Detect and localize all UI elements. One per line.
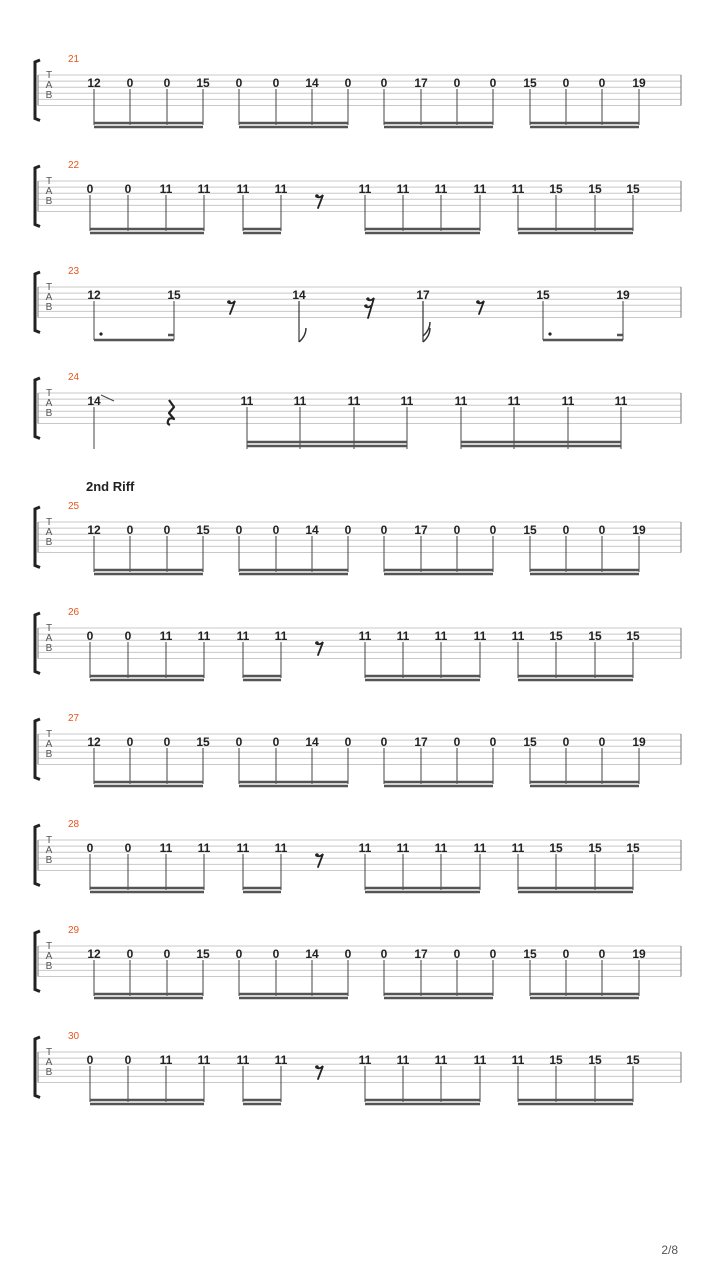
- tab-clef-letter: T: [45, 941, 53, 952]
- fret-number: 11: [434, 841, 448, 855]
- fret-number: 0: [344, 523, 352, 537]
- fret-number: 11: [274, 182, 288, 196]
- fret-number: 11: [511, 182, 525, 196]
- tab-clef-letter: A: [45, 951, 53, 962]
- fret-number: 0: [126, 523, 134, 537]
- fret-number: 0: [453, 947, 461, 961]
- fret-number: 0: [86, 629, 94, 643]
- fret-number: 0: [272, 947, 280, 961]
- fret-number: 0: [344, 76, 352, 90]
- fret-number: 11: [396, 841, 410, 855]
- measure-number: 21: [68, 54, 80, 65]
- fret-number: 15: [523, 735, 537, 749]
- fret-number: 11: [197, 1053, 211, 1067]
- measure-number: 24: [68, 372, 80, 383]
- fret-number: 15: [588, 1053, 602, 1067]
- fret-number: 0: [489, 76, 497, 90]
- fret-number: 11: [293, 394, 307, 408]
- fret-number: 0: [380, 735, 388, 749]
- fret-number: 14: [292, 288, 306, 302]
- tab-system-measure-25: [35, 501, 681, 574]
- fret-number: 11: [159, 629, 173, 643]
- rest-dot: [315, 194, 319, 198]
- fret-number: 15: [196, 76, 210, 90]
- fret-number: 0: [562, 523, 570, 537]
- fret-number: 11: [614, 394, 628, 408]
- fret-number: 14: [305, 76, 319, 90]
- note-flag: [299, 328, 306, 342]
- measure-number: 28: [68, 819, 80, 830]
- fret-number: 12: [87, 947, 101, 961]
- fret-number: 11: [197, 629, 211, 643]
- measure-number: 30: [68, 1031, 80, 1042]
- fret-number: 0: [235, 76, 243, 90]
- slide-mark: [101, 395, 114, 401]
- fret-number: 11: [400, 394, 414, 408]
- tab-system-measure-26: [35, 607, 681, 680]
- fret-number: 15: [626, 629, 640, 643]
- tab-clef-letter: A: [45, 80, 53, 91]
- fret-number: 11: [473, 182, 487, 196]
- fret-number: 11: [511, 1053, 525, 1067]
- tab-clef-letter: A: [45, 398, 53, 409]
- fret-number: 11: [511, 841, 525, 855]
- fret-number: 15: [588, 841, 602, 855]
- fret-number: 0: [598, 76, 606, 90]
- fret-number: 12: [87, 76, 101, 90]
- fret-number: 11: [561, 394, 575, 408]
- tab-clef-letter: T: [45, 729, 53, 740]
- fret-number: 0: [272, 76, 280, 90]
- fret-number: 0: [598, 735, 606, 749]
- fret-number: 0: [380, 76, 388, 90]
- fret-number: 11: [358, 841, 372, 855]
- rest-dot: [315, 641, 319, 645]
- fret-number: 15: [626, 182, 640, 196]
- fret-number: 15: [549, 629, 563, 643]
- fret-number: 15: [523, 523, 537, 537]
- tab-clef-letter: B: [45, 302, 53, 313]
- fret-number: 11: [240, 394, 254, 408]
- fret-number: 19: [632, 523, 646, 537]
- fret-number: 17: [416, 288, 430, 302]
- tab-clef-letter: T: [45, 835, 53, 846]
- fret-number: 0: [126, 735, 134, 749]
- tab-system-measure-30: [35, 1031, 681, 1104]
- fret-number: 0: [124, 182, 132, 196]
- tab-clef-letter: B: [45, 537, 53, 548]
- fret-number: 15: [588, 629, 602, 643]
- fret-number: 11: [236, 1053, 250, 1067]
- tab-clef-letter: T: [45, 70, 53, 81]
- tab-clef-letter: A: [45, 633, 53, 644]
- augmentation-dot: [548, 332, 551, 335]
- fret-number: 11: [434, 182, 448, 196]
- rest-dot: [366, 297, 369, 300]
- fret-number: 11: [434, 1053, 448, 1067]
- tab-clef-letter: A: [45, 292, 53, 303]
- tab-clef-letter: B: [45, 408, 53, 419]
- fret-number: 11: [197, 841, 211, 855]
- fret-number: 15: [196, 947, 210, 961]
- tab-clef-letter: A: [45, 527, 53, 538]
- fret-number: 14: [305, 947, 319, 961]
- fret-number: 0: [235, 735, 243, 749]
- fret-number: 0: [124, 629, 132, 643]
- tab-clef-letter: B: [45, 1067, 53, 1078]
- fret-number: 12: [87, 523, 101, 537]
- fret-number: 0: [489, 947, 497, 961]
- fret-number: 19: [632, 76, 646, 90]
- fret-number: 15: [549, 841, 563, 855]
- fret-number: 0: [380, 947, 388, 961]
- fret-number: 17: [414, 523, 428, 537]
- tab-clef-letter: B: [45, 855, 53, 866]
- measure-number: 26: [68, 607, 80, 618]
- fret-number: 12: [87, 288, 101, 302]
- fret-number: 14: [87, 394, 101, 408]
- tab-clef-letter: B: [45, 643, 53, 654]
- tab-system-measure-22: [35, 160, 681, 233]
- fret-number: 15: [536, 288, 550, 302]
- fret-number: 14: [305, 523, 319, 537]
- fret-number: 15: [523, 76, 537, 90]
- fret-number: 0: [562, 76, 570, 90]
- fret-number: 11: [274, 629, 288, 643]
- rest-dot: [315, 1065, 319, 1069]
- fret-number: 0: [489, 523, 497, 537]
- fret-number: 11: [274, 841, 288, 855]
- fret-number: 11: [473, 629, 487, 643]
- fret-number: 0: [489, 735, 497, 749]
- rest-dot: [227, 300, 231, 304]
- measure-number: 27: [68, 713, 80, 724]
- fret-number: 19: [616, 288, 630, 302]
- tab-clef-letter: B: [45, 196, 53, 207]
- fret-number: 14: [305, 735, 319, 749]
- fret-number: 0: [126, 76, 134, 90]
- fret-number: 11: [454, 394, 468, 408]
- fret-number: 11: [473, 841, 487, 855]
- tab-clef-letter: A: [45, 739, 53, 750]
- tab-clef-letter: T: [45, 517, 53, 528]
- fret-number: 17: [414, 76, 428, 90]
- tab-clef-letter: A: [45, 186, 53, 197]
- fret-number: 11: [197, 182, 211, 196]
- fret-number: 0: [163, 76, 171, 90]
- measure-number: 29: [68, 925, 80, 936]
- tab-clef-letter: A: [45, 1057, 53, 1068]
- fret-number: 12: [87, 735, 101, 749]
- fret-number: 0: [163, 735, 171, 749]
- tab-system-measure-23: [35, 266, 681, 342]
- fret-number: 11: [236, 841, 250, 855]
- fret-number: 0: [235, 947, 243, 961]
- fret-number: 11: [507, 394, 521, 408]
- fret-number: 0: [86, 841, 94, 855]
- tab-system-measure-28: [35, 819, 681, 892]
- fret-number: 15: [523, 947, 537, 961]
- fret-number: 0: [124, 841, 132, 855]
- tab-system-measure-24: [35, 372, 681, 449]
- fret-number: 0: [272, 735, 280, 749]
- fret-number: 0: [272, 523, 280, 537]
- tab-system-measure-21: [35, 54, 681, 127]
- tab-clef-letter: T: [45, 388, 53, 399]
- fret-number: 11: [358, 182, 372, 196]
- tab-clef-letter: T: [45, 623, 53, 634]
- fret-number: 15: [196, 523, 210, 537]
- fret-number: 0: [562, 735, 570, 749]
- fret-number: 0: [380, 523, 388, 537]
- fret-number: 11: [236, 629, 250, 643]
- fret-number: 11: [396, 1053, 410, 1067]
- fret-number: 0: [344, 947, 352, 961]
- tab-clef-letter: T: [45, 282, 53, 293]
- fret-number: 11: [236, 182, 250, 196]
- fret-number: 15: [626, 841, 640, 855]
- quarter-rest: [168, 400, 174, 425]
- fret-number: 0: [86, 182, 94, 196]
- fret-number: 15: [549, 1053, 563, 1067]
- measure-number: 25: [68, 501, 80, 512]
- rest-dot: [315, 853, 319, 857]
- fret-number: 11: [347, 394, 361, 408]
- fret-number: 19: [632, 735, 646, 749]
- fret-number: 15: [626, 1053, 640, 1067]
- section-label: 2nd Riff: [86, 479, 135, 494]
- fret-number: 17: [414, 947, 428, 961]
- fret-number: 11: [396, 629, 410, 643]
- fret-number: 0: [163, 947, 171, 961]
- sixteenth-rest: [365, 298, 374, 318]
- fret-number: 0: [453, 523, 461, 537]
- fret-number: 15: [549, 182, 563, 196]
- page-number: 2/8: [661, 1243, 678, 1257]
- fret-number: 11: [159, 182, 173, 196]
- tab-system-measure-27: [35, 713, 681, 786]
- tab-clef-letter: T: [45, 176, 53, 187]
- fret-number: 15: [588, 182, 602, 196]
- fret-number: 17: [414, 735, 428, 749]
- fret-number: 0: [235, 523, 243, 537]
- fret-number: 11: [473, 1053, 487, 1067]
- fret-number: 11: [274, 1053, 288, 1067]
- fret-number: 11: [434, 629, 448, 643]
- fret-number: 0: [562, 947, 570, 961]
- fret-number: 11: [159, 841, 173, 855]
- tab-clef-letter: B: [45, 961, 53, 972]
- fret-number: 0: [453, 735, 461, 749]
- fret-number: 11: [159, 1053, 173, 1067]
- tab-clef-letter: T: [45, 1047, 53, 1058]
- fret-number: 0: [598, 523, 606, 537]
- fret-number: 15: [196, 735, 210, 749]
- fret-number: 11: [396, 182, 410, 196]
- tab-clef-letter: B: [45, 90, 53, 101]
- fret-number: 11: [358, 1053, 372, 1067]
- measure-number: 23: [68, 266, 80, 277]
- tab-clef-letter: A: [45, 845, 53, 856]
- fret-number: 15: [167, 288, 181, 302]
- augmentation-dot: [99, 332, 102, 335]
- rest-dot: [364, 304, 367, 307]
- tab-system-measure-29: [35, 925, 681, 998]
- fret-number: 0: [453, 76, 461, 90]
- fret-number: 0: [124, 1053, 132, 1067]
- rest-dot: [476, 300, 480, 304]
- fret-number: 0: [163, 523, 171, 537]
- fret-number: 11: [511, 629, 525, 643]
- tab-clef-letter: B: [45, 749, 53, 760]
- fret-number: 0: [126, 947, 134, 961]
- measure-number: 22: [68, 160, 80, 171]
- fret-number: 11: [358, 629, 372, 643]
- fret-number: 19: [632, 947, 646, 961]
- fret-number: 0: [86, 1053, 94, 1067]
- fret-number: 0: [344, 735, 352, 749]
- fret-number: 0: [598, 947, 606, 961]
